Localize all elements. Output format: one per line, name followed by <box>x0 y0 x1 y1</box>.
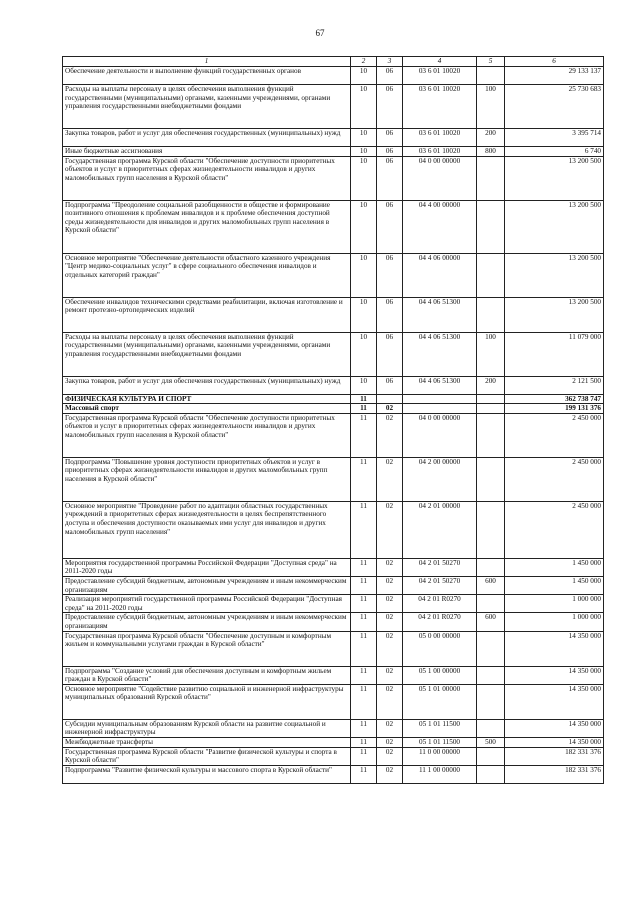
row-subsection: 02 <box>377 558 403 576</box>
row-section: 11 <box>351 684 377 719</box>
row-section: 10 <box>351 332 377 376</box>
table-row <box>63 200 604 253</box>
table-row <box>63 332 604 376</box>
row-description: Закупка товаров, работ и услуг для обеспечения государственных (муниципальных) нужд <box>63 376 351 394</box>
table-row <box>63 457 604 501</box>
row-section: 10 <box>351 200 377 253</box>
row-amount: 2 450 000 <box>505 457 604 501</box>
row-description: Мероприятия государственной программы Российской Федерации "Доступная среда" на 2011-2020 годы <box>63 558 351 576</box>
row-amount: 14 350 000 <box>505 631 604 666</box>
row-description: Закупка товаров, работ и услуг для обеспечения государственных (муниципальных) нужд <box>63 129 351 147</box>
row-expense-type <box>477 457 505 501</box>
table-header-row <box>63 57 604 67</box>
table-row <box>63 376 604 394</box>
row-amount: 1 000 000 <box>505 595 604 613</box>
table-row <box>63 631 604 666</box>
row-section: 11 <box>351 631 377 666</box>
row-amount: 11 079 000 <box>505 332 604 376</box>
row-program-code: 03 6 01 10020 <box>403 129 477 147</box>
row-subsection: 02 <box>377 765 403 783</box>
table-row <box>63 404 604 414</box>
row-description: Основное мероприятие "Обеспечение деятельности областного казенного учреждения "Центр медико-социальных услуг" в сфере социального обеспечения инвалидов и отдельных категорий граждан" <box>63 253 351 297</box>
row-expense-type <box>477 558 505 576</box>
row-subsection: 06 <box>377 156 403 200</box>
row-program-code: 11 0 00 00000 <box>403 747 477 765</box>
table-row <box>63 129 604 147</box>
row-section: 11 <box>351 576 377 594</box>
header-cell: 1 <box>63 57 351 67</box>
row-subsection: 06 <box>377 253 403 297</box>
table-row <box>63 595 604 613</box>
row-program-code <box>403 394 477 404</box>
row-description: Подпрограмма "Повышение уровня доступности приоритетных объектов и услуг в приоритетных сферах жизнедеятельности инвалидов и других маломобильных групп населения в Курской области" <box>63 457 351 501</box>
row-program-code: 04 2 01 50270 <box>403 576 477 594</box>
row-program-code: 05 0 00 00000 <box>403 631 477 666</box>
row-subsection: 02 <box>377 719 403 737</box>
row-amount: 199 131 376 <box>505 404 604 414</box>
row-program-code: 04 4 06 51300 <box>403 332 477 376</box>
table-row <box>63 413 604 457</box>
row-program-code: 04 2 01 00000 <box>403 501 477 558</box>
row-amount: 2 450 000 <box>505 413 604 457</box>
table-row <box>63 613 604 631</box>
row-program-code: 04 2 01 R0270 <box>403 595 477 613</box>
row-expense-type <box>477 67 505 85</box>
row-description: Расходы на выплаты персоналу в целях обеспечения выполнения функций государственными (муниципальными) органами, казенными учреждениями, органами управления государственными внебюджетными фондами <box>63 332 351 376</box>
row-amount: 14 350 000 <box>505 719 604 737</box>
row-amount: 182 331 376 <box>505 747 604 765</box>
row-expense-type <box>477 595 505 613</box>
row-description: Межбюджетные трансферты <box>63 737 351 747</box>
row-subsection <box>377 394 403 404</box>
row-amount: 2 121 500 <box>505 376 604 394</box>
table-row <box>63 394 604 404</box>
row-subsection: 06 <box>377 129 403 147</box>
row-amount: 14 350 000 <box>505 666 604 684</box>
row-description: Государственная программа Курской области "Обеспечение доступным и комфортным жильем и коммунальными услугами граждан в Курской области" <box>63 631 351 666</box>
table-row <box>63 737 604 747</box>
row-section: 11 <box>351 457 377 501</box>
row-section: 11 <box>351 595 377 613</box>
row-amount: 13 200 500 <box>505 156 604 200</box>
row-section: 11 <box>351 558 377 576</box>
table-row <box>63 765 604 783</box>
table-row <box>63 501 604 558</box>
row-amount: 362 738 747 <box>505 394 604 404</box>
row-description: Подпрограмма "Развитие физической культуры и массового спорта в Курской области" <box>63 765 351 783</box>
row-description: Обеспечение деятельности и выполнение функций государственных органов <box>63 67 351 85</box>
row-amount: 13 200 500 <box>505 297 604 332</box>
row-subsection: 02 <box>377 413 403 457</box>
row-subsection: 02 <box>377 595 403 613</box>
row-amount: 25 730 683 <box>505 85 604 129</box>
row-expense-type: 200 <box>477 129 505 147</box>
row-subsection: 06 <box>377 67 403 85</box>
row-amount: 1 000 000 <box>505 613 604 631</box>
row-section: 10 <box>351 297 377 332</box>
row-description: Обеспечение инвалидов техническими средствами реабилитации, включая изготовление и ремонт протезно-ортопедических изделий <box>63 297 351 332</box>
header-cell: 5 <box>477 57 505 67</box>
row-program-code: 05 1 00 00000 <box>403 666 477 684</box>
row-program-code: 05 1 01 00000 <box>403 684 477 719</box>
row-amount: 14 350 000 <box>505 684 604 719</box>
row-program-code: 04 2 01 50270 <box>403 558 477 576</box>
row-section: 10 <box>351 129 377 147</box>
row-amount: 2 450 000 <box>505 501 604 558</box>
row-expense-type <box>477 501 505 558</box>
table-row <box>63 156 604 200</box>
row-description: Иные бюджетные ассигнования <box>63 147 351 157</box>
row-subsection: 06 <box>377 147 403 157</box>
row-subsection: 02 <box>377 737 403 747</box>
table-row <box>63 666 604 684</box>
row-program-code: 04 4 00 00000 <box>403 200 477 253</box>
row-amount: 1 450 000 <box>505 576 604 594</box>
row-expense-type <box>477 719 505 737</box>
row-expense-type <box>477 156 505 200</box>
row-subsection: 02 <box>377 404 403 414</box>
row-program-code: 03 6 01 10020 <box>403 147 477 157</box>
row-amount: 3 395 714 <box>505 129 604 147</box>
row-section: 10 <box>351 253 377 297</box>
row-section: 10 <box>351 156 377 200</box>
row-description: Предоставление субсидий бюджетным, автономным учреждениям и иным некоммерческим организациям <box>63 613 351 631</box>
row-subsection: 02 <box>377 747 403 765</box>
row-program-code: 03 6 01 10020 <box>403 67 477 85</box>
row-program-code: 04 0 00 00000 <box>403 413 477 457</box>
row-expense-type <box>477 404 505 414</box>
header-cell: 6 <box>505 57 604 67</box>
budget-table <box>62 56 604 784</box>
row-expense-type: 500 <box>477 737 505 747</box>
row-section: 11 <box>351 719 377 737</box>
row-expense-type: 100 <box>477 85 505 129</box>
table-row <box>63 576 604 594</box>
table-row <box>63 67 604 85</box>
table-row <box>63 558 604 576</box>
row-expense-type <box>477 666 505 684</box>
row-subsection: 02 <box>377 576 403 594</box>
row-section: 10 <box>351 376 377 394</box>
row-expense-type <box>477 394 505 404</box>
row-subsection: 06 <box>377 85 403 129</box>
row-subsection: 06 <box>377 332 403 376</box>
row-program-code: 04 2 01 R0270 <box>403 613 477 631</box>
row-amount: 13 200 500 <box>505 200 604 253</box>
row-description: Подпрограмма "Преодоление социальной разобщенности в обществе и формирование позитивного отношения к проблемам инвалидов и к проблеме обеспечения доступной среды жизнедеятельности для инвалидов и других маломобильных групп населения в Курской области" <box>63 200 351 253</box>
row-description: Массовый спорт <box>63 404 351 414</box>
row-expense-type: 600 <box>477 576 505 594</box>
row-description: Предоставление субсидий бюджетным, автономным учреждениям и иным некоммерческим организациям <box>63 576 351 594</box>
row-program-code: 04 4 06 00000 <box>403 253 477 297</box>
row-description: Подпрограмма "Создание условий для обеспечения доступным и комфортным жильем граждан в Курской области" <box>63 666 351 684</box>
table-row <box>63 297 604 332</box>
row-expense-type: 800 <box>477 147 505 157</box>
row-description: Государственная программа Курской области "Развитие физической культуры и спорта в Курской области" <box>63 747 351 765</box>
header-cell: 3 <box>377 57 403 67</box>
row-amount: 6 740 <box>505 147 604 157</box>
row-program-code: 04 0 00 00000 <box>403 156 477 200</box>
row-program-code: 05 1 01 11500 <box>403 737 477 747</box>
table-row <box>63 85 604 129</box>
row-amount: 182 331 376 <box>505 765 604 783</box>
row-program-code: 05 1 01 11500 <box>403 719 477 737</box>
row-expense-type <box>477 253 505 297</box>
table-row <box>63 253 604 297</box>
row-subsection: 02 <box>377 613 403 631</box>
row-program-code: 04 4 06 51300 <box>403 376 477 394</box>
row-expense-type <box>477 413 505 457</box>
row-subsection: 02 <box>377 631 403 666</box>
row-program-code: 11 1 00 00000 <box>403 765 477 783</box>
row-section: 11 <box>351 747 377 765</box>
header-cell: 4 <box>403 57 477 67</box>
row-expense-type <box>477 765 505 783</box>
row-section: 11 <box>351 666 377 684</box>
row-section: 11 <box>351 501 377 558</box>
row-description: Основное мероприятие "Проведение работ по адаптации областных государственных учреждений в приоритетных сферах жизнедеятельности в целях беспрепятственного доступа и обеспечения доступности оказываемых ими услуг для инвалидов и других маломобильных групп населения" <box>63 501 351 558</box>
row-expense-type: 600 <box>477 613 505 631</box>
row-subsection: 06 <box>377 297 403 332</box>
row-expense-type: 100 <box>477 332 505 376</box>
row-description: Основное мероприятие "Содействие развитию социальной и инженерной инфраструктуры муниципальных образований Курской области" <box>63 684 351 719</box>
row-section: 10 <box>351 67 377 85</box>
row-section: 11 <box>351 394 377 404</box>
row-description: ФИЗИЧЕСКАЯ КУЛЬТУРА И СПОРТ <box>63 394 351 404</box>
header-cell: 2 <box>351 57 377 67</box>
row-section: 10 <box>351 147 377 157</box>
row-section: 11 <box>351 404 377 414</box>
row-description: Расходы на выплаты персоналу в целях обеспечения выполнения функций государственными (муниципальными) органами, казенными учреждениями, органами управления государственными внебюджетными фондами <box>63 85 351 129</box>
row-description: Субсидии муниципальным образованиям Курской области на развитие социальной и инженерной инфраструктуры <box>63 719 351 737</box>
table-row <box>63 747 604 765</box>
row-subsection: 02 <box>377 666 403 684</box>
row-amount: 1 450 000 <box>505 558 604 576</box>
page-number: 67 <box>315 28 325 38</box>
row-section: 11 <box>351 765 377 783</box>
row-subsection: 02 <box>377 457 403 501</box>
table-row <box>63 719 604 737</box>
row-expense-type <box>477 297 505 332</box>
table-row <box>63 147 604 157</box>
row-subsection: 06 <box>377 200 403 253</box>
row-description: Государственная программа Курской области "Обеспечение доступности приоритетных объектов и услуг в приоритетных сферах жизнедеятельности инвалидов и других маломобильных групп населения в Курской области" <box>63 413 351 457</box>
row-expense-type <box>477 200 505 253</box>
row-description: Реализация мероприятий государственной программы Российской Федерации "Доступная среда" на 2011-2020 годы <box>63 595 351 613</box>
row-description: Государственная программа Курской области "Обеспечение доступности приоритетных объектов и услуг в приоритетных сферах жизнедеятельности инвалидов и других маломобильных групп населения в Курской области" <box>63 156 351 200</box>
row-program-code: 04 4 06 51300 <box>403 297 477 332</box>
row-expense-type <box>477 747 505 765</box>
row-section: 11 <box>351 613 377 631</box>
row-subsection: 02 <box>377 684 403 719</box>
row-section: 10 <box>351 85 377 129</box>
row-subsection: 06 <box>377 376 403 394</box>
row-amount: 29 133 137 <box>505 67 604 85</box>
row-program-code: 03 6 01 10020 <box>403 85 477 129</box>
row-program-code: 04 2 00 00000 <box>403 457 477 501</box>
row-expense-type <box>477 684 505 719</box>
row-amount: 13 200 500 <box>505 253 604 297</box>
row-program-code <box>403 404 477 414</box>
row-section: 11 <box>351 737 377 747</box>
row-expense-type: 200 <box>477 376 505 394</box>
table-row <box>63 684 604 719</box>
row-amount: 14 350 000 <box>505 737 604 747</box>
row-section: 11 <box>351 413 377 457</box>
row-subsection: 02 <box>377 501 403 558</box>
row-expense-type <box>477 631 505 666</box>
